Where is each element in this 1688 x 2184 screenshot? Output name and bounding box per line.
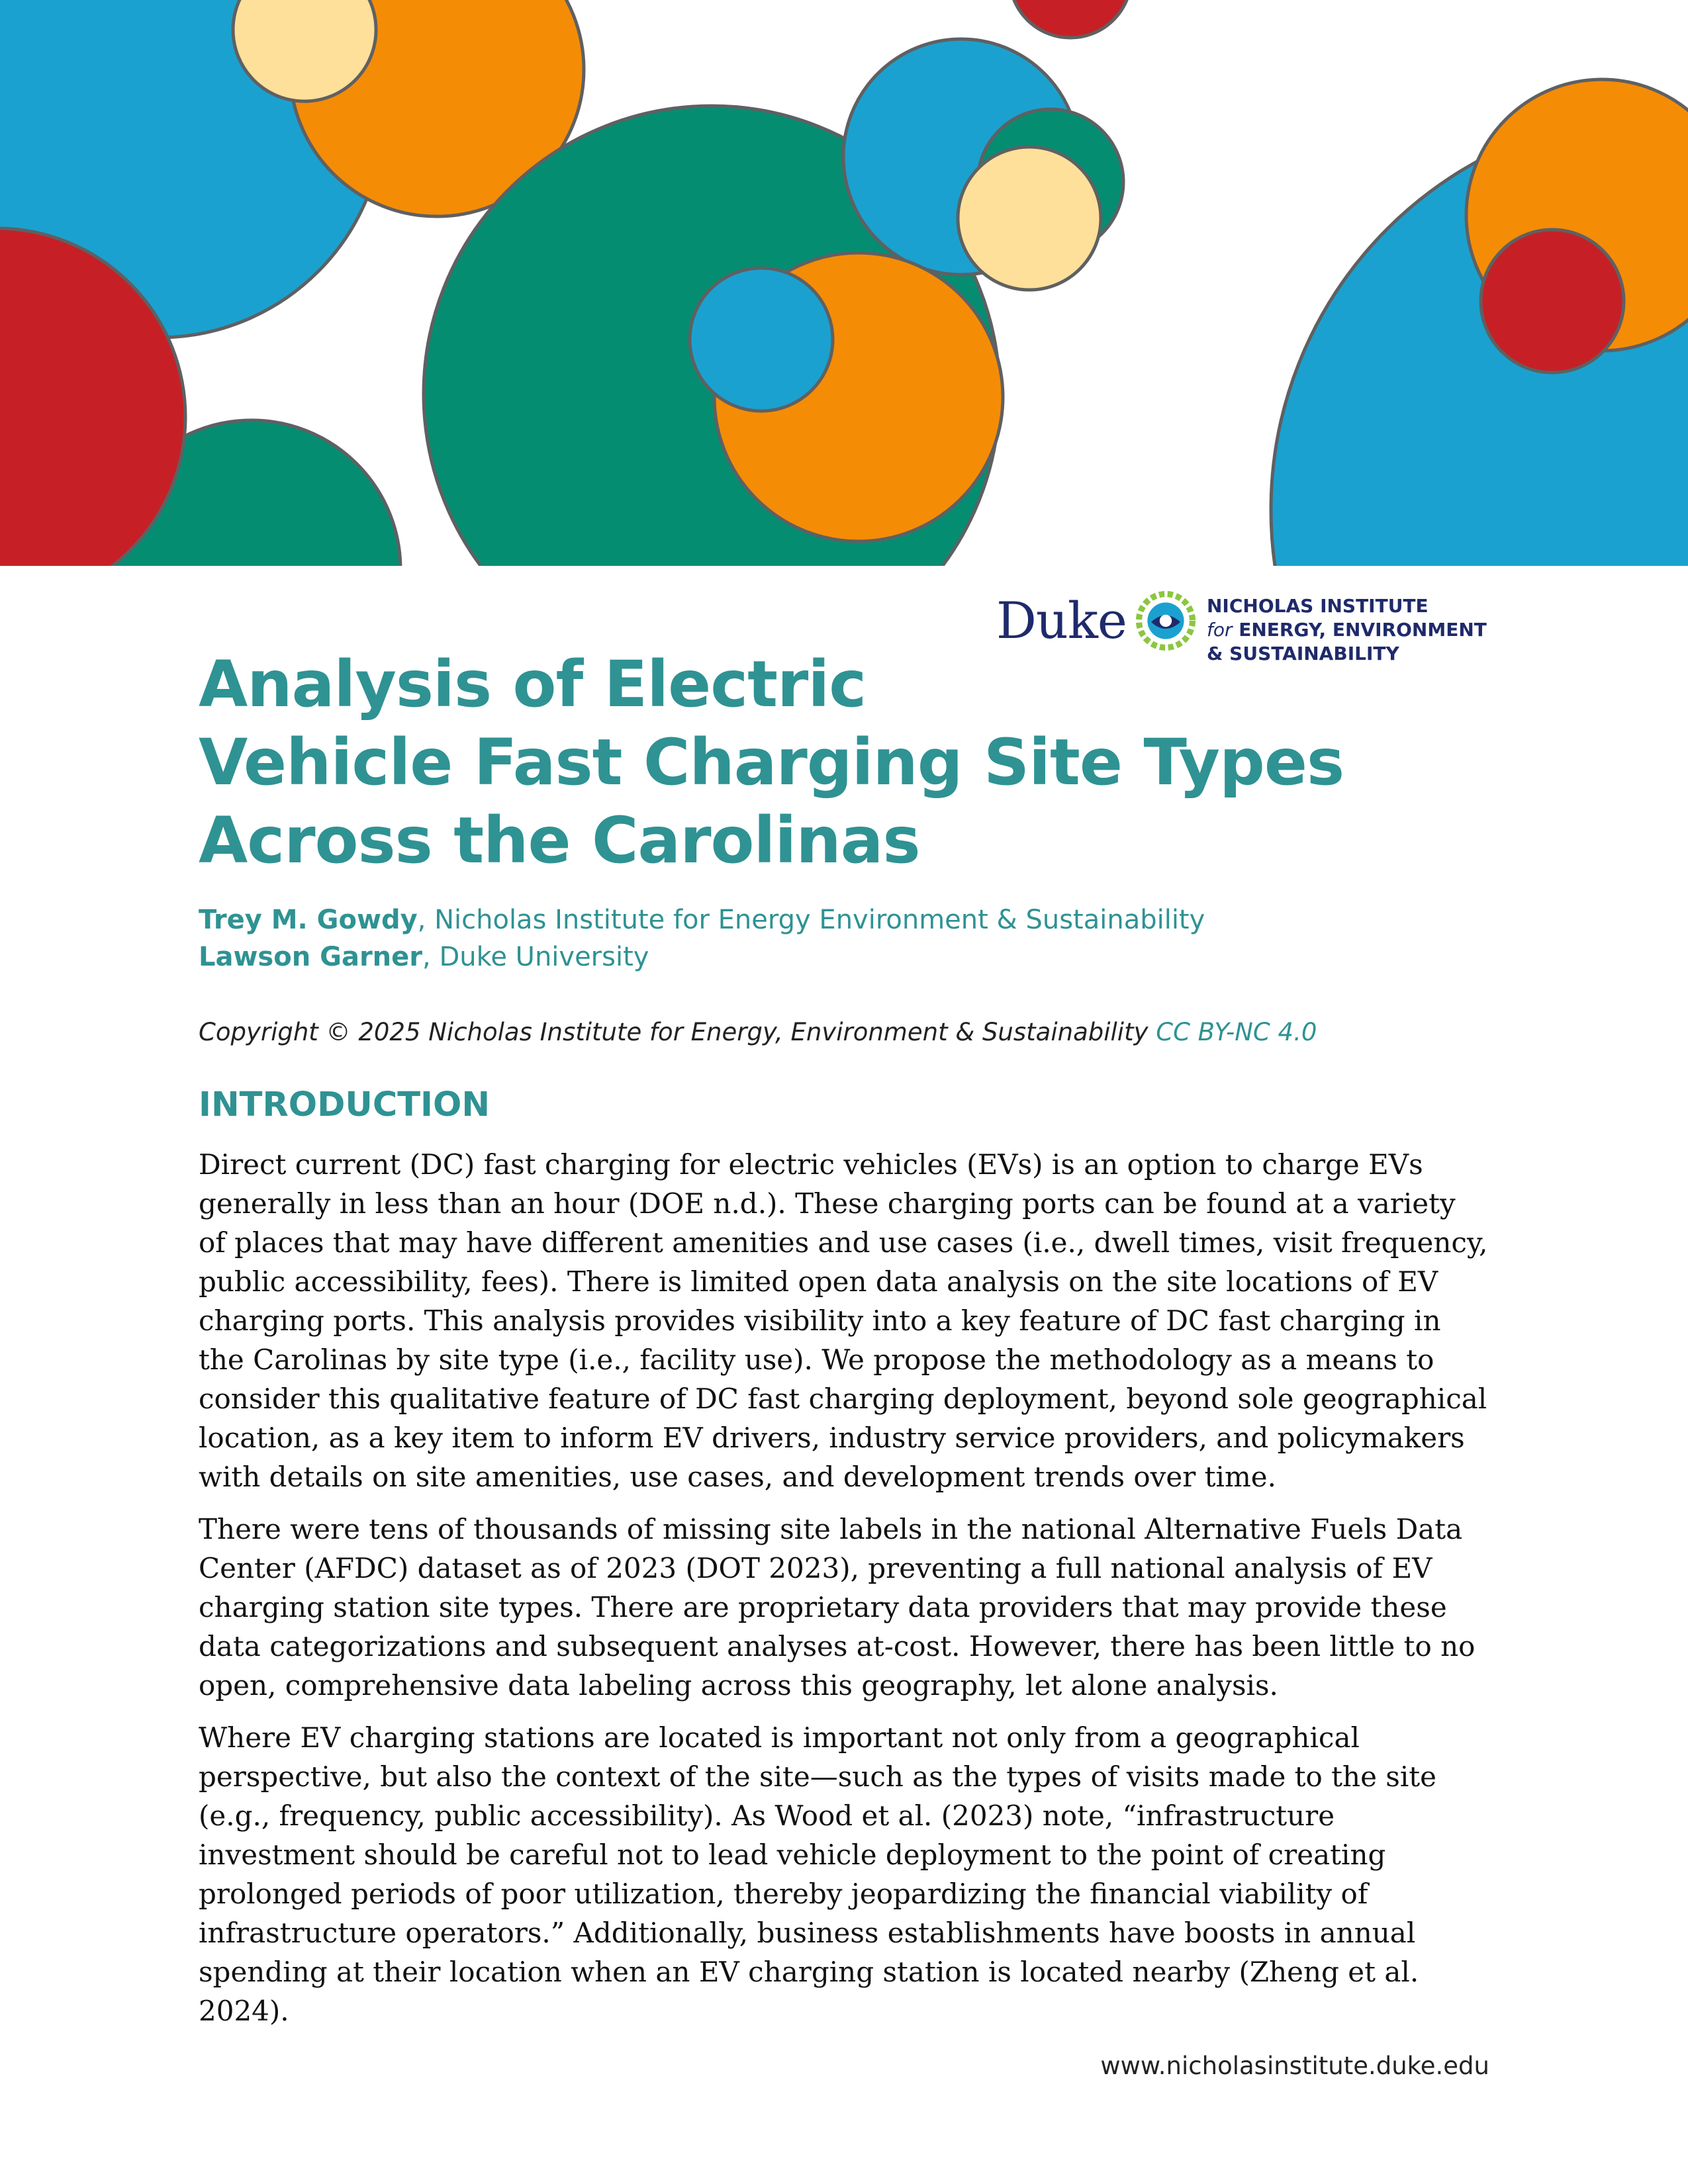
circle-blue-small xyxy=(690,268,833,411)
author-2-name: Lawson Garner xyxy=(199,942,423,972)
nicholas-institute-emblem-icon xyxy=(1135,590,1196,651)
paragraph-1: Direct current (DC) fast charging for electric vehicles (EVs) is an option to charge EVs generally in less than an hour (DOE n.d.). These charging ports can be found at a variety of places that may have different amenities and use cases (i.e., dwell times, visit frequency, public accessibility, fees). There is limited open data analysis on the site locations of EV charging ports. This analysis provides visibility into a key feature of DC fast charging in the Carolinas by site type (i.e., facility use). We propose the methodology as a means to consider this qualitative feature of DC fast charging deployment, beyond sole geographical location, as a key item to inform EV drivers, industry service providers, and policymakers with details on site amenities, use cases, and development trends over time. xyxy=(199,1148,1488,1493)
body-text xyxy=(199,1145,1489,2044)
circle-red-right xyxy=(1481,230,1624,373)
author-list xyxy=(199,901,1205,976)
section-heading-introduction: INTRODUCTION xyxy=(199,1085,491,1124)
title-line-2: Vehicle Fast Charging Site Types xyxy=(199,725,1344,799)
author-2 xyxy=(199,938,1205,976)
decorative-circles-banner xyxy=(0,0,1688,566)
author-1 xyxy=(199,901,1205,938)
circle-yellow-center xyxy=(958,147,1101,290)
footer-url[interactable]: www.nicholasinstitute.duke.edu xyxy=(1100,2052,1489,2080)
ni-line-2-text: ENERGY, ENVIRONMENT xyxy=(1232,619,1487,641)
license-link[interactable]: CC BY-NC 4.0 xyxy=(1156,1018,1317,1046)
paragraph-2: There were tens of thousands of missing site labels in the national Alternative Fuels Data Center (AFDC) dataset as of 2023 (DOT 2023), preventing a full national analysis of EV charging station site types. There are proprietary data providers that may provide these data categorizations and subsequent analyses at-cost. However, there has been little to no open, comprehensive data labeling across this geography, let alone analysis. xyxy=(199,1513,1476,1702)
document-title xyxy=(199,645,1489,880)
ni-line-1: NICHOLAS INSTITUTE xyxy=(1207,595,1429,617)
paragraph-3: Where EV charging stations are located is important not only from a geographical perspective, but also the context of the site—such as the types of visits made to the site (e.g., frequency, public accessibility). As Wood et al. (2023) note, “infrastructure investment should be careful not to lead vehicle deployment to the point of creating prolonged periods of poor utilization, thereby jeopardizing the financial viability of infrastructure operators.” Additionally, business establishments have boosts in annual spending at their location when an EV charging station is located nearby (Zheng et al. 2024). xyxy=(199,1721,1437,2027)
author-1-affiliation: , Nicholas Institute for Energy Environment & Sustainability xyxy=(417,905,1205,935)
title-line-1: Analysis of Electric xyxy=(199,647,867,721)
circles-graphic xyxy=(0,0,1688,566)
author-1-name: Trey M. Gowdy xyxy=(199,905,418,935)
ni-for: for xyxy=(1207,619,1233,641)
copyright-notice xyxy=(199,1016,1317,1049)
duke-wordmark: Duke xyxy=(996,591,1127,650)
author-2-affiliation: , Duke University xyxy=(422,942,649,972)
circle-red-topcenter xyxy=(1009,0,1131,38)
title-line-3: Across the Carolinas xyxy=(199,803,920,878)
ni-line-3: & SUSTAINABILITY xyxy=(1207,643,1399,664)
copyright-text: Copyright © 2025 Nicholas Institute for Energy, Environment & Sustainability xyxy=(199,1018,1156,1046)
ni-line-2 xyxy=(1207,618,1487,642)
